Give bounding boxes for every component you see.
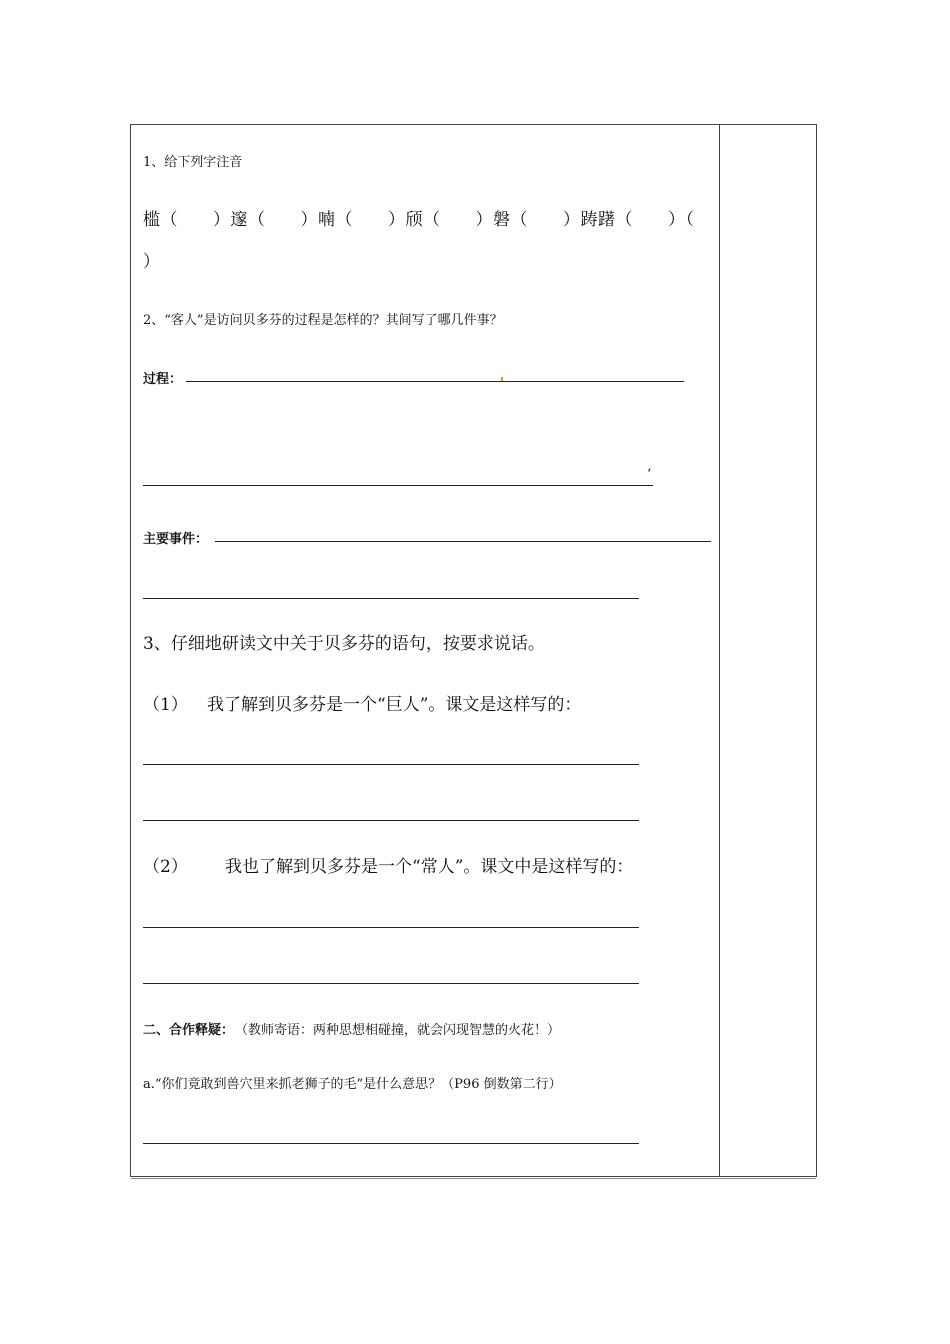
events-answer-line-1[interactable]	[215, 541, 711, 542]
process-answer-line-2[interactable]	[143, 485, 653, 486]
main-events-label: 主要事件：	[143, 532, 209, 547]
pinyin-row-2: ）	[143, 252, 160, 272]
sub2-answer-line-1[interactable]	[143, 927, 639, 928]
question-3-title: 3、仔细地研读文中关于贝多芬的语句，按要求说话。	[143, 634, 545, 654]
main-column	[131, 125, 719, 1176]
quote-mark: ‘	[647, 467, 652, 482]
question-1-title: 1、给下列字注音	[143, 155, 243, 170]
worksheet-table	[130, 124, 817, 1177]
sub1-answer-line-2[interactable]	[143, 820, 639, 821]
question-a-answer-line[interactable]	[143, 1143, 639, 1144]
sub2-answer-line-2[interactable]	[143, 983, 639, 984]
process-answer-line-1[interactable]	[186, 381, 684, 382]
column-divider	[719, 125, 720, 1176]
sub-question-1-number: （1）	[143, 695, 188, 715]
stray-mark	[501, 377, 503, 381]
teacher-note: （教师寄语：两种思想相碰撞，就会闪现智慧的火花！）	[235, 1023, 561, 1038]
section-2-heading: 二、合作释疑：	[143, 1023, 235, 1038]
pinyin-row-1: 槛（ ）邃（ ）喃（ ）颀（ ）磐（ ）踌躇（ ）（	[143, 210, 695, 230]
sub-question-2-text: 我也了解到贝多芬是一个“常人”。课文中是这样写的：	[225, 857, 634, 877]
question-2-title: 2、“客人”是访问贝多芬的过程是怎样的？其间写了哪几件事？	[143, 313, 503, 328]
sub-question-1-text: 我了解到贝多芬是一个“巨人”。课文是这样写的：	[207, 695, 582, 715]
process-label: 过程：	[143, 372, 183, 387]
sub-question-2-number: （2）	[143, 857, 188, 877]
events-answer-line-2[interactable]	[143, 598, 639, 599]
question-a: a.“你们竟敢到兽穴里来抓老狮子的毛”是什么意思？（P96 倒数第二行）	[143, 1077, 562, 1092]
sub1-answer-line-1[interactable]	[143, 764, 639, 765]
